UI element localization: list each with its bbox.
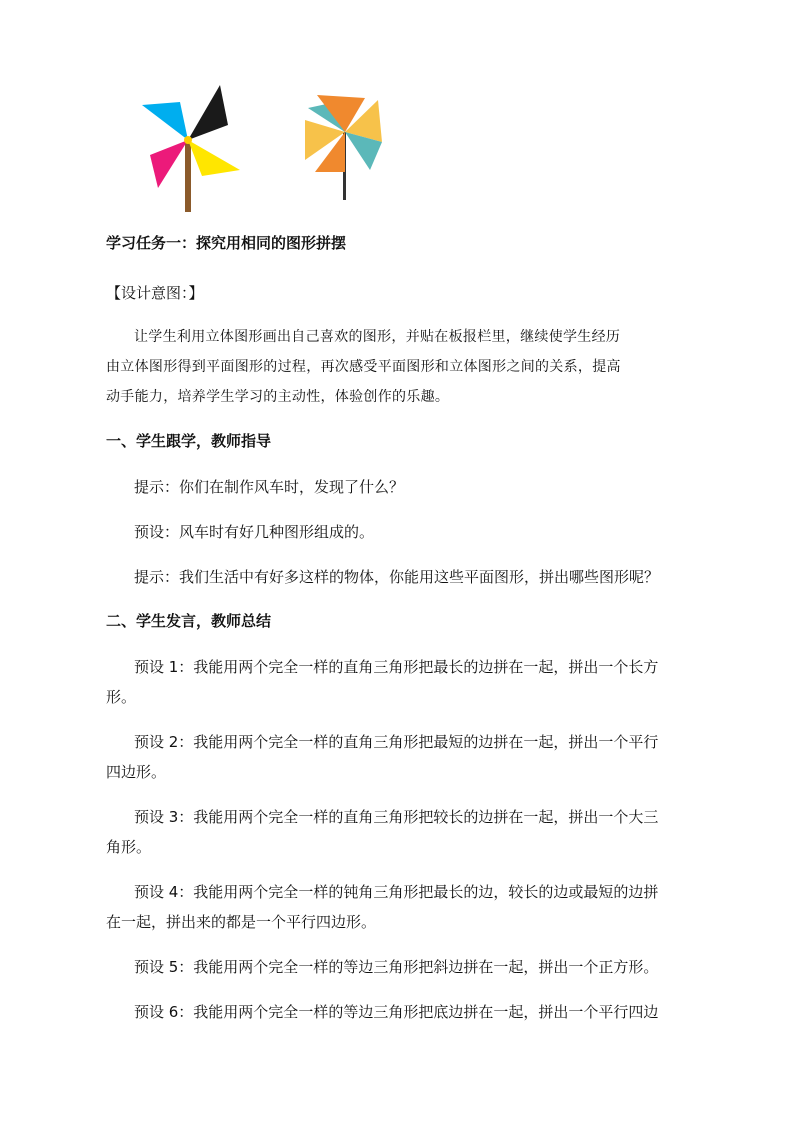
preset-2-line-2: 四边形。 — [106, 763, 167, 781]
section1-line-1: 提示：你们在制作风车时，发现了什么？ — [134, 478, 405, 496]
preset-3-line-1: 预设 3：我能用两个完全一样的直角三角形把较长的边拼在一起，拼出一个大三 — [134, 808, 659, 826]
design-intent-label: 【设计意图：】 — [106, 284, 204, 302]
section1-line-2: 预设：风车时有好几种图形组成的。 — [134, 523, 375, 541]
preset-1-line-1: 预设 1：我能用两个完全一样的直角三角形把最长的边拼在一起，拼出一个长方 — [134, 658, 659, 676]
intent-line-2: 由立体图形得到平面图形的过程，再次感受平面图形和立体图形之间的关系，提高 — [106, 359, 621, 375]
task-heading: 学习任务一：探究用相同的图形拼摆 — [106, 234, 347, 252]
preset-4-line-1: 预设 4：我能用两个完全一样的钝角三角形把最长的边，较长的边或最短的边拼 — [134, 883, 659, 901]
intent-line-3: 动手能力，培养学生学习的主动性，体验创作的乐趣。 — [106, 389, 450, 405]
preset-6-line-1: 预设 6：我能用两个完全一样的等边三角形把底边拼在一起，拼出一个平行四边 — [134, 1003, 659, 1021]
pinwheel-illustrations — [120, 80, 420, 215]
cmyk-pinwheel-image — [142, 85, 240, 212]
intent-line-1: 让学生利用立体图形画出自己喜欢的图形，并贴在板报栏里，继续使学生经历 — [134, 329, 621, 345]
section2-title: 二、学生发言，教师总结 — [106, 612, 272, 630]
section1-line-3: 提示：我们生活中有好多这样的物体，你能用这些平面图形，拼出哪些图形呢？ — [134, 568, 660, 586]
preset-1-line-2: 形。 — [106, 688, 137, 706]
teal-orange-pinwheel-image — [305, 95, 382, 200]
preset-4-line-2: 在一起，拼出来的都是一个平行四边形。 — [106, 913, 377, 931]
preset-3-line-2: 角形。 — [106, 838, 152, 856]
preset-5-line-1: 预设 5：我能用两个完全一样的等边三角形把斜边拼在一起，拼出一个正方形。 — [134, 958, 659, 976]
preset-2-line-1: 预设 2：我能用两个完全一样的直角三角形把最短的边拼在一起，拼出一个平行 — [134, 733, 659, 751]
section1-title: 一、学生跟学，教师指导 — [106, 432, 272, 450]
